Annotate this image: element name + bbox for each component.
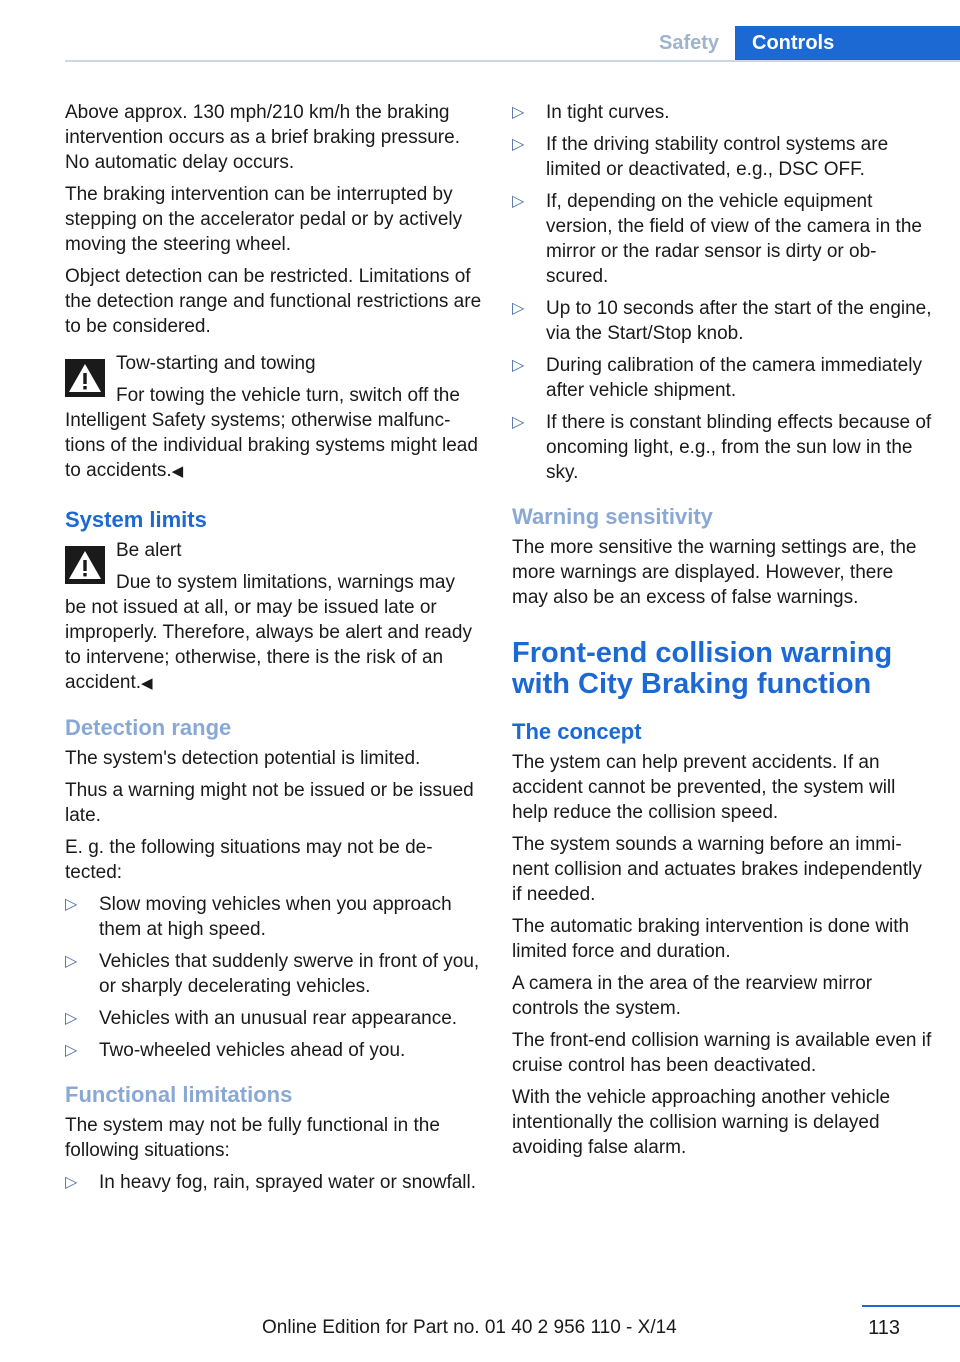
list-item: ▷ In tight curves. <box>512 102 670 123</box>
detection-paragraph: Thus a warning might not be issued or be issued late. <box>65 780 474 826</box>
heading-detection-range: Detection range <box>65 715 232 740</box>
intro-paragraph: The braking intervention can be interrupted by stepping on the accelerator pedal or by actively moving the steering wheel. <box>65 184 463 255</box>
bullet-icon: ▷ <box>65 896 78 913</box>
concept-paragraph: The ystem can help prevent accidents. If an accident cannot be prevented, the system will help reduce the collision speed. <box>512 752 896 823</box>
detection-paragraph: E. g. the following situations may not be detected: <box>65 837 433 883</box>
warning-title: Tow-starting and towing <box>116 353 316 374</box>
section-title: Front-end collision warning with City Braking function <box>512 637 893 700</box>
list-item: ▷ If the driving stability control systems are limited or deactivated, e.g., DSC OFF. <box>512 134 889 180</box>
detection-paragraph: The system's detection potential is limited. <box>65 748 421 769</box>
warning-be-alert <box>65 538 483 696</box>
end-mark-icon: ◀ <box>171 463 184 480</box>
concept-paragraph: With the vehicle approaching another vehicle intentionally the collision warning is delayed avoiding false alarm. <box>512 1087 891 1158</box>
intro-paragraph: Above approx. 130 mph/210 km/h the braking intervention occurs as a brief braking pressure. No automatic delay occurs. <box>65 102 460 173</box>
bullet-icon: ▷ <box>512 136 525 153</box>
list-item: ▷ If, depending on the vehicle equipment version, the field of view of the camera in the mirror or the radar sensor is dirty or obscured. <box>512 191 922 287</box>
warning-triangle-icon <box>65 546 105 584</box>
end-mark-icon: ◀ <box>141 675 153 692</box>
heading-system-limits: System limits <box>65 507 207 532</box>
bullet-icon: ▷ <box>512 104 525 121</box>
sensitivity-paragraph: The more sensitive the warning settings are, the more warnings are displayed. However, there may also be an excess of false warnings. <box>512 537 917 608</box>
detection-list <box>65 892 483 1063</box>
concept-paragraph: The front-end collision warning is available even if cruise control has been deactivated. <box>512 1030 932 1076</box>
list-item: ▷ In heavy fog, rain, sprayed water or snowfall. <box>65 1172 477 1193</box>
warning-text: For towing the vehicle turn, switch off the <box>116 385 460 406</box>
heading-functional-limitations: Functional limitations <box>65 1082 293 1107</box>
list-item: ▷ During calibration of the camera immediately after vehicle shipment. <box>512 355 922 401</box>
heading-warning-sensitivity: Warning sensitivity <box>512 504 713 529</box>
functional-list <box>65 1170 483 1195</box>
left-column <box>65 100 483 1202</box>
warning-text: Due to system limitations, warnings may <box>116 572 455 593</box>
list-item: ▷ Vehicles that suddenly swerve in front of you, or sharply decelerating vehicles. <box>65 951 480 997</box>
bullet-icon: ▷ <box>512 414 525 431</box>
list-item: ▷ Up to 10 seconds after the start of the engine, via the Start/Stop knob. <box>512 298 932 344</box>
header-rule <box>65 60 960 62</box>
heading-the-concept: The concept <box>512 719 642 744</box>
list-item: ▷ Two-wheeled vehicles ahead of you. <box>65 1040 406 1061</box>
page-number: 113 <box>868 1317 900 1339</box>
intro-paragraph: Object detection can be restricted. Limitations of the detection range and functional restrictions are to be considered. <box>65 266 482 337</box>
bullet-icon: ▷ <box>512 357 525 374</box>
functional-list-continued <box>512 100 932 485</box>
warning-triangle-icon <box>65 359 105 397</box>
concept-paragraph: The system sounds a warning before an imminent collision and actuates brakes independently if needed. <box>512 834 922 905</box>
right-column <box>512 100 932 1167</box>
warning-text-continued: be not issued at all, or may be issued late or improperly. Therefore, always be alert and ready to intervene; otherwise, there is the risk of an accident.◀ <box>65 597 472 693</box>
bullet-icon: ▷ <box>65 953 78 970</box>
header-tab-safety: Safety <box>658 32 720 54</box>
bullet-icon: ▷ <box>512 193 525 210</box>
bullet-icon: ▷ <box>65 1010 78 1027</box>
warning-title: Be alert <box>116 540 182 561</box>
bullet-icon: ▷ <box>65 1042 78 1059</box>
bullet-icon: ▷ <box>512 300 525 317</box>
list-item: ▷ Vehicles with an unusual rear appearance. <box>65 1008 458 1029</box>
footer-rule <box>862 1305 960 1307</box>
list-item: ▷ If there is constant blinding effects because of oncoming light, e.g., from the sun low in the sky. <box>512 412 932 483</box>
concept-paragraph: A camera in the area of the rearview mirror controls the system. <box>512 973 873 1019</box>
warning-text-continued: Intelligent Safety systems; otherwise malfunctions of the individual braking systems might lead to accidents.◀ <box>65 410 478 481</box>
concept-paragraph: The automatic braking intervention is done with limited force and duration. <box>512 916 910 962</box>
warning-towing <box>65 351 483 484</box>
functional-paragraph: The system may not be fully functional in the following situations: <box>65 1115 440 1161</box>
bullet-icon: ▷ <box>65 1174 78 1191</box>
edition-note: Online Edition for Part no. 01 40 2 956 110 - X/14 <box>262 1317 677 1338</box>
list-item: ▷ Slow moving vehicles when you approach them at high speed. <box>65 894 452 940</box>
header-tab-controls: Controls <box>735 26 960 62</box>
